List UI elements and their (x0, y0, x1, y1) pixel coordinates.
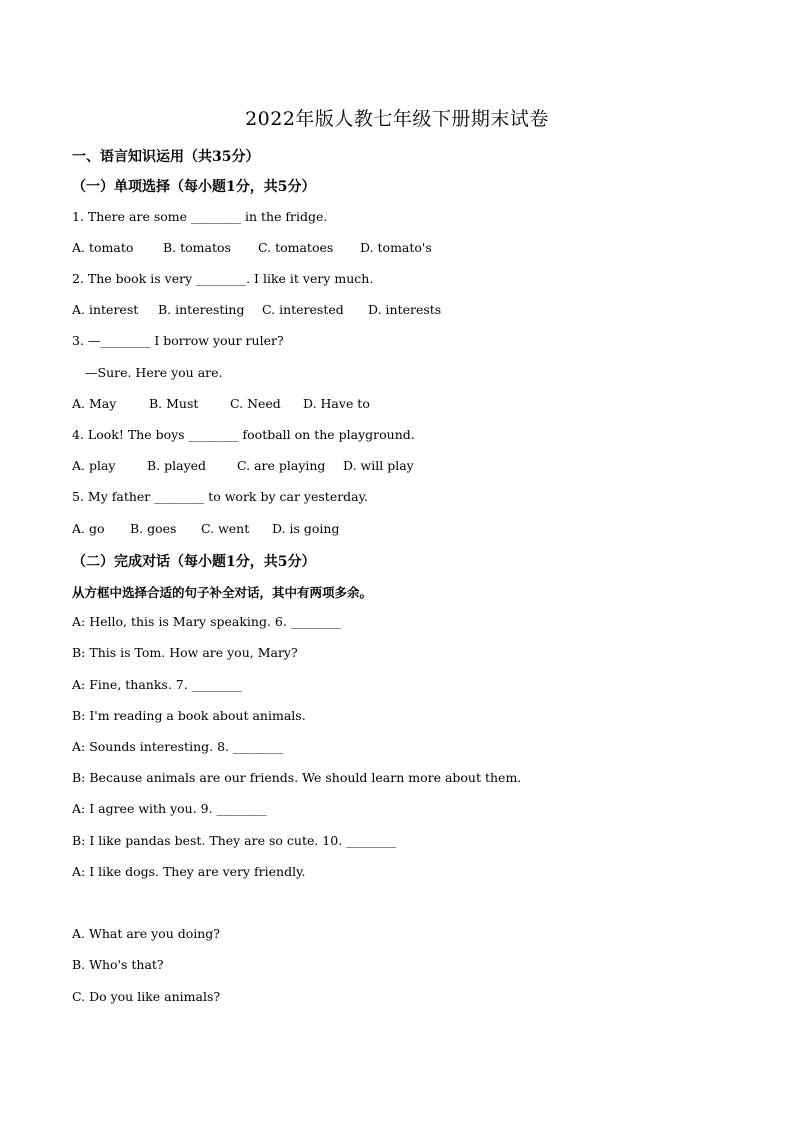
dialogue-line: A: Fine, thanks. 7. ________ (72, 677, 242, 692)
option-b: B. tomatos (163, 240, 231, 255)
option-c: C. Need (230, 396, 281, 411)
option-b: B. goes (130, 521, 177, 536)
question-3: 3. —________ I borrow your ruler? (72, 333, 284, 348)
option-a: A. interest (72, 302, 139, 317)
option-b: B. Must (149, 396, 199, 411)
option-c: C. tomatoes (258, 240, 334, 255)
page-title: 2022年版人教七年级下册期末试卷 (245, 108, 549, 130)
choice-item: B. Who's that? (72, 957, 164, 972)
question-1: 1. There are some ________ in the fridge. (72, 209, 328, 224)
option-b: B. interesting (158, 302, 245, 317)
dialogue-line: B: I like pandas best. They are so cute. 10. ________ (72, 833, 397, 848)
question-5: 5. My father ________ to work by car yesterday. (72, 489, 369, 504)
option-c: C. went (201, 521, 250, 536)
dialogue-line: B: I'm reading a book about animals. (72, 708, 306, 723)
option-d: D. will play (343, 458, 414, 473)
option-b: B. played (147, 458, 207, 473)
dialogue-line: A: I like dogs. They are very friendly. (72, 864, 306, 879)
question-2: 2. The book is very ________. I like it very much. (72, 271, 374, 286)
question-4: 4. Look! The boys ________ football on the playground. (72, 427, 415, 442)
dialogue-line: B: This is Tom. How are you, Mary? (72, 645, 298, 660)
option-c: C. are playing (237, 458, 326, 473)
part2-instruction: 从方框中选择合适的句子补全对话，其中有两项多余。 (72, 585, 373, 600)
question-3-reply: —Sure. Here you are. (85, 365, 223, 380)
dialogue-line: A: Sounds interesting. 8. ________ (72, 739, 283, 754)
option-d: D. is going (272, 521, 340, 536)
dialogue-line: A: I agree with you. 9. ________ (72, 801, 267, 816)
dialogue-line: A: Hello, this is Mary speaking. 6. ________ (72, 614, 341, 629)
choice-item: C. Do you like animals? (72, 989, 221, 1004)
option-d: D. Have to (303, 396, 370, 411)
option-d: D. interests (368, 302, 442, 317)
option-a: A. tomato (72, 240, 134, 255)
option-a: A. play (72, 458, 116, 473)
option-c: C. interested (262, 302, 344, 317)
part1-heading: （一）单项选择（每小题1分，共5分） (72, 179, 316, 195)
part2-heading: （二）完成对话（每小题1分，共5分） (72, 554, 316, 570)
section-heading: 一、语言知识运用（共35分） (72, 149, 260, 165)
choice-item: A. What are you doing? (72, 926, 221, 941)
option-a: A. go (72, 521, 105, 536)
dialogue-line: B: Because animals are our friends. We should learn more about them. (72, 770, 522, 785)
option-d: D. tomato's (360, 240, 432, 255)
option-a: A. May (72, 396, 117, 411)
